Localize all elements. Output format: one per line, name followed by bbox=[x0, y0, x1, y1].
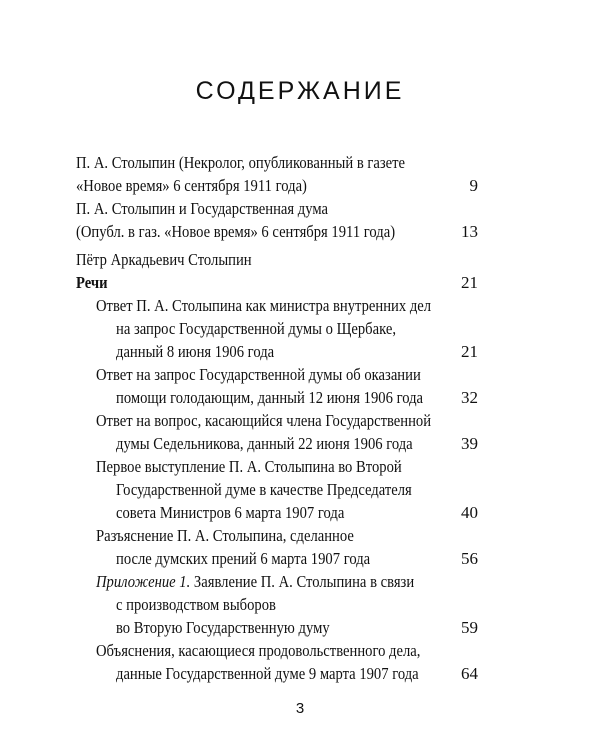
toc-entry-line: Ответ на запрос Государственной думы об оказании bbox=[96, 365, 421, 384]
toc-page-number: 9 bbox=[469, 176, 478, 195]
toc-entry-line: П. А. Столыпин и Государственная дума bbox=[76, 199, 329, 218]
toc-entry-line: (Опубл. в газ. «Новое время» 6 сентября 1911 года) bbox=[76, 222, 396, 241]
toc-section-heading: Речи bbox=[76, 273, 108, 292]
toc-entry-line: думы Седельникова, данный 22 июня 1906 года bbox=[116, 434, 413, 453]
toc-page-number: 64 bbox=[461, 664, 478, 683]
toc-page-number: 13 bbox=[461, 222, 478, 241]
toc-entry-line: Ответ П. А. Столыпина как министра внутренних дел bbox=[96, 296, 432, 315]
toc-entry-line: Ответ на вопрос, касающийся члена Государственной bbox=[96, 411, 432, 430]
toc-entry-line: совета Министров 6 марта 1907 года bbox=[116, 503, 345, 522]
toc-entry-line: «Новое время» 6 сентября 1911 года) bbox=[76, 176, 307, 195]
toc-entry-line: данный 8 июня 1906 года bbox=[116, 342, 275, 361]
toc-entry-line: после думских прений 6 марта 1907 года bbox=[116, 549, 371, 568]
appendix-title: Заявление П. А. Столыпина в связи bbox=[190, 572, 415, 591]
appendix-label: Приложение 1. bbox=[96, 572, 191, 591]
toc-entry-line: помощи голодающим, данный 12 июня 1906 года bbox=[116, 388, 424, 407]
toc-entry-line: П. А. Столыпин (Некролог, опубликованный в газете bbox=[76, 153, 406, 172]
toc-page-number: 21 bbox=[461, 273, 478, 292]
page-title: СОДЕРЖАНИЕ bbox=[195, 77, 405, 105]
toc-entry-line: на запрос Государственной думы о Щербаке, bbox=[116, 319, 396, 338]
toc-page-number: 21 bbox=[461, 342, 478, 361]
page-folio: 3 bbox=[295, 700, 305, 717]
toc-entry-line: Первое выступление П. А. Столыпина во Второй bbox=[96, 457, 402, 476]
toc-page-number: 40 bbox=[461, 503, 478, 522]
toc-entry-line: во Вторую Государственную думу bbox=[116, 618, 330, 637]
toc-author: Пётр Аркадьевич Столыпин bbox=[76, 250, 252, 269]
toc-page-number: 56 bbox=[461, 549, 478, 568]
toc-entry-line bbox=[96, 572, 414, 592]
toc-entry-line: Разъяснение П. А. Столыпина, сделанное bbox=[96, 526, 354, 545]
toc-entry-line: данные Государственной думе 9 марта 1907 года bbox=[116, 664, 419, 683]
toc-page-number: 32 bbox=[461, 388, 478, 407]
toc-page-number: 39 bbox=[461, 434, 478, 453]
toc-entry-line: с производством выборов bbox=[116, 595, 276, 614]
toc-entry-line: Государственной думе в качестве Председателя bbox=[116, 480, 412, 499]
toc-page-number: 59 bbox=[461, 618, 478, 637]
toc-entry-line: Объяснения, касающиеся продовольственного дела, bbox=[96, 641, 421, 660]
